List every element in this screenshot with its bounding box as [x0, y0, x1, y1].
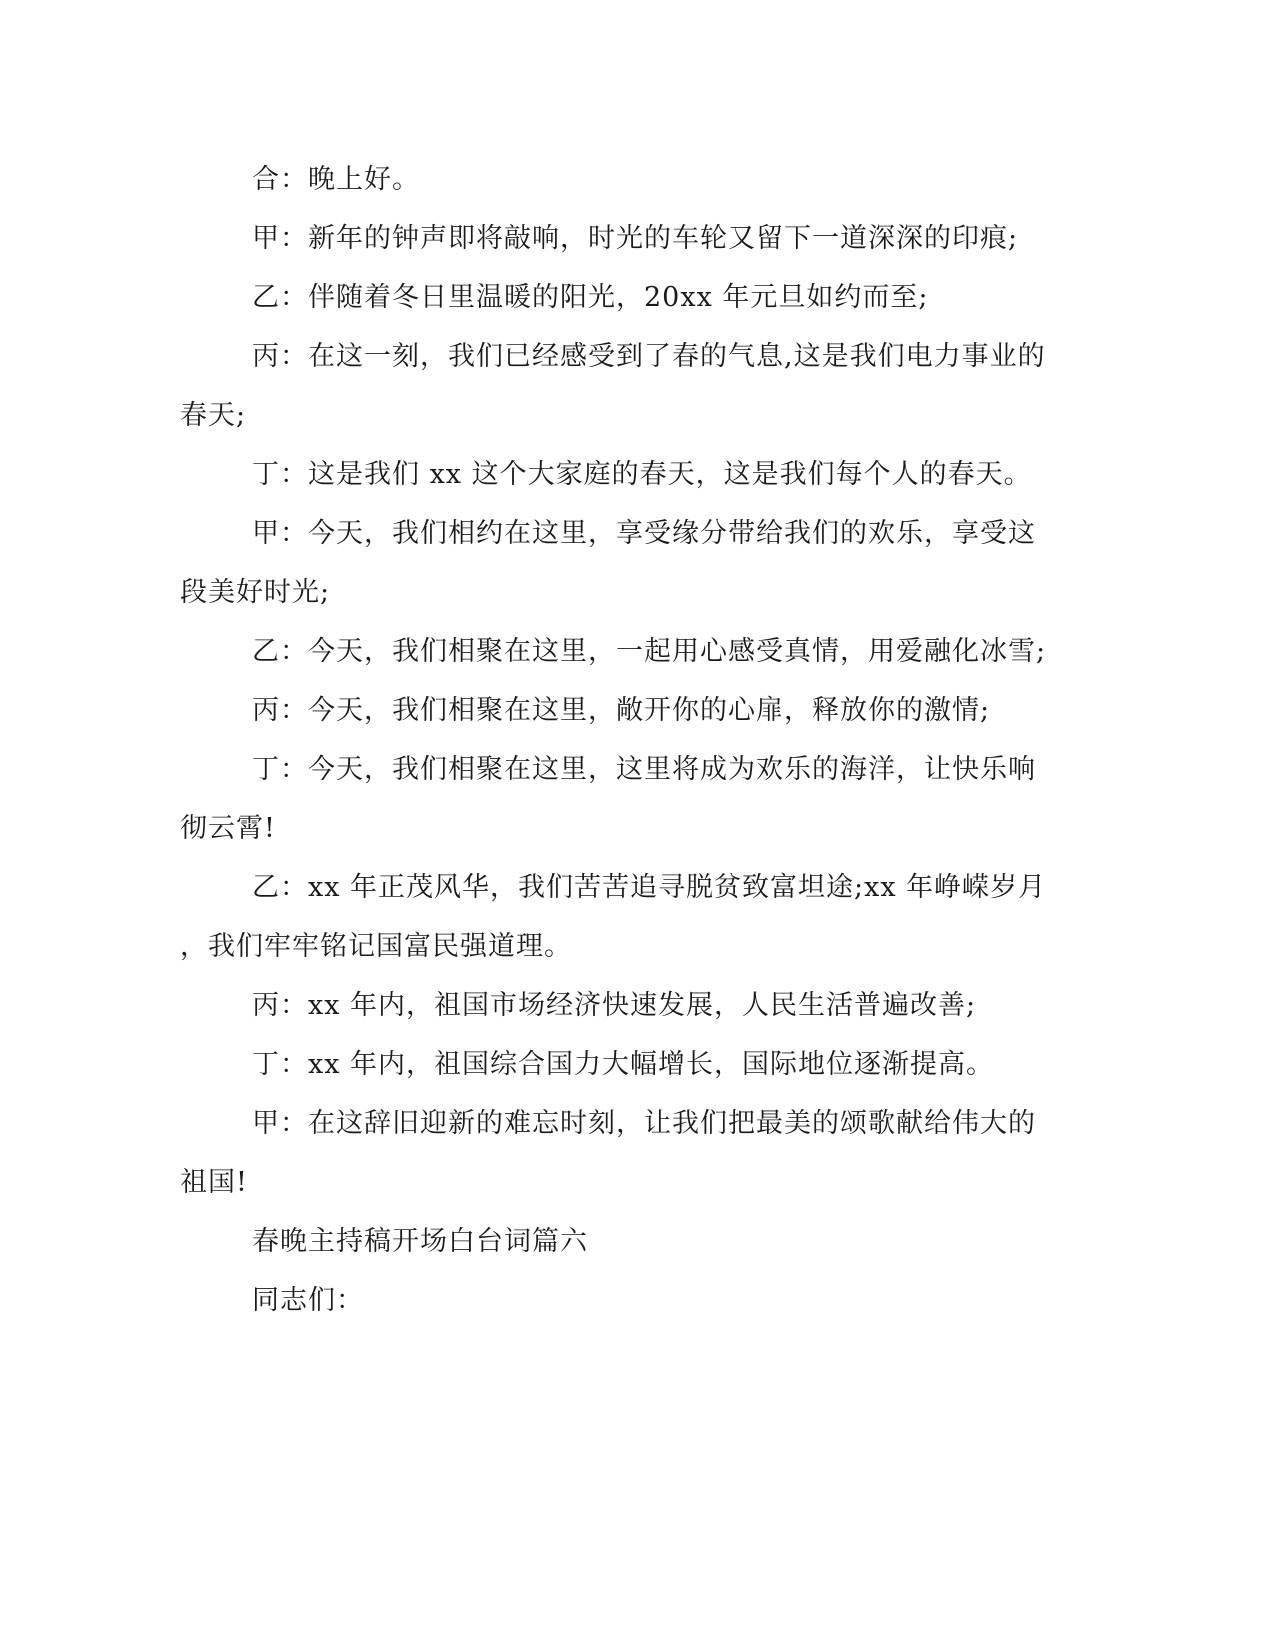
text-line: 丙：今天，我们相聚在这里，敞开你的心扉，释放你的激情; [252, 695, 991, 726]
text-line: 合：晚上好。 [252, 164, 420, 195]
text-line: 丁：今天，我们相聚在这里，这里将成为欢乐的海洋，让快乐响 [252, 754, 1036, 785]
document-page [180, 150, 1060, 1330]
text-line: 丙：xx 年内，祖国市场经济快速发展，人民生活普遍改善; [252, 990, 977, 1021]
text-line: 丙：在这一刻，我们已经感受到了春的气息,这是我们电力事业的 [252, 341, 1046, 372]
text-line: 乙：今天，我们相聚在这里，一起用心感受真情，用爱融化冰雪; [252, 636, 1047, 667]
text-line: 丁：xx 年内，祖国综合国力大幅增长，国际地位逐渐提高。 [252, 1049, 995, 1080]
text-line: 乙：伴随着冬日里温暖的阳光，20xx 年元旦如约而至; [252, 282, 929, 313]
text-line: 甲：在这辞旧迎新的难忘时刻，让我们把最美的颂歌献给伟大的 [252, 1108, 1036, 1139]
text-line: 乙：xx 年正茂风华，我们苦苦追寻脱贫致富坦途;xx 年峥嵘岁月 [252, 872, 1047, 903]
text-line: 彻云霄! [180, 813, 276, 844]
salutation: 同志们： [252, 1285, 364, 1316]
text-line: ，我们牢牢铭记国富民强道理。 [180, 931, 572, 962]
text-line: 甲：今天，我们相约在这里，享受缘分带给我们的欢乐，享受这 [252, 518, 1036, 549]
text-line: 丁：这是我们 xx 这个大家庭的春天，这是我们每个人的春天。 [252, 459, 1032, 490]
text-line: 祖国! [180, 1167, 248, 1198]
text-line: 春天; [180, 400, 247, 431]
section-heading: 春晚主持稿开场白台词篇六 [252, 1226, 588, 1257]
text-line: 甲：新年的钟声即将敲响，时光的车轮又留下一道深深的印痕; [252, 223, 1019, 254]
text-line: 段美好时光; [180, 577, 331, 608]
